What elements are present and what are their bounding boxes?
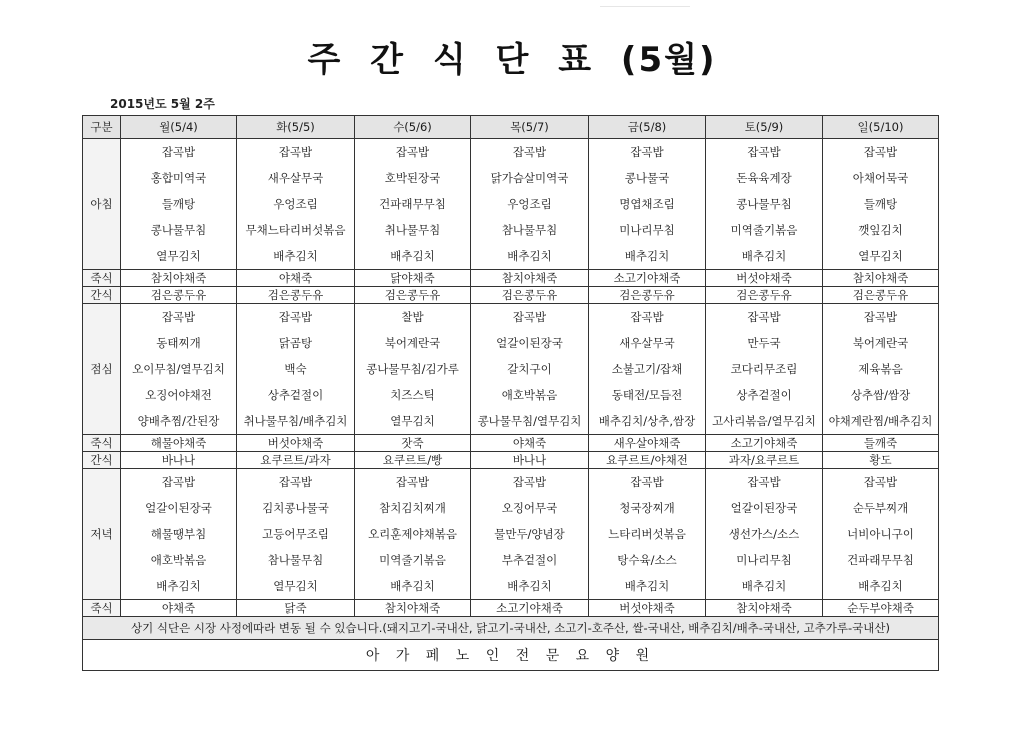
header-day: 토(5/9) (706, 116, 823, 139)
meal-label-lunch: 점심 (83, 304, 121, 435)
menu-item: 애호박볶음 (150, 553, 207, 567)
lunch-row (83, 304, 939, 435)
snack-item: 검은콩두유 (237, 287, 355, 304)
menu-item: 콩나물무침/열무김치 (477, 414, 582, 428)
porridge-item: 버섯야채죽 (237, 435, 355, 452)
menu-item: 열무김치 (273, 579, 318, 593)
menu-item: 김치콩나물국 (262, 501, 329, 515)
menu-item: 고등어무조림 (262, 527, 329, 541)
header-day: 화(5/5) (237, 116, 355, 139)
footer-row (83, 640, 939, 671)
menu-item: 열무김치 (156, 249, 201, 263)
menu-item: 동태전/모듬전 (611, 388, 683, 402)
menu-item: 무채느타리버섯볶음 (245, 223, 346, 237)
porridge-item: 참치야채죽 (471, 270, 589, 287)
menu-item: 콩나물무침/김가루 (366, 362, 459, 376)
menu-item: 우엉조림 (507, 197, 552, 211)
breakfast-day-cell (237, 139, 355, 270)
lunch-day-cell (589, 304, 706, 435)
porridge-item: 들깨죽 (823, 435, 939, 452)
menu-item: 배추김치 (741, 579, 787, 593)
porridge-item: 참치야채죽 (706, 600, 823, 617)
menu-item: 미역줄기볶음 (730, 223, 798, 237)
menu-item: 잡곡밥 (512, 145, 547, 159)
scan-artifact-line (600, 6, 690, 7)
menu-item: 배추김치 (741, 249, 787, 263)
dinner-day-cell (355, 469, 471, 600)
menu-item: 얼갈이된장국 (730, 501, 798, 515)
porridge-item: 참치야채죽 (355, 600, 471, 617)
weekly-menu-table (82, 115, 939, 671)
menu-item: 배추김치 (390, 579, 435, 593)
menu-item: 잡곡밥 (630, 475, 664, 489)
snack-item: 검은콩두유 (706, 287, 823, 304)
breakfast-day-cell (121, 139, 237, 270)
snack-item: 검은콩두유 (355, 287, 471, 304)
snack-item: 바나나 (471, 452, 589, 469)
porridge-item: 소고기야채죽 (589, 270, 706, 287)
dinner-day-cell (471, 469, 589, 600)
menu-item: 잡곡밥 (161, 475, 196, 489)
header-day: 월(5/4) (121, 116, 237, 139)
meal-label-breakfast: 아침 (83, 139, 121, 270)
menu-item: 잡곡밥 (395, 475, 430, 489)
menu-item: 북어계란국 (384, 336, 441, 350)
menu-item: 갈치구이 (507, 362, 552, 376)
menu-item: 잡곡밥 (512, 475, 547, 489)
menu-item: 콩나물국 (624, 171, 670, 185)
breakfast-day-cell (823, 139, 939, 270)
menu-item: 잡곡밥 (863, 310, 898, 324)
menu-item: 물만두/양념장 (494, 527, 565, 541)
menu-item: 순두부찌개 (852, 501, 909, 515)
menu-item: 잡곡밥 (630, 310, 664, 324)
porridge-item: 야채죽 (471, 435, 589, 452)
porridge-item: 버섯야채죽 (589, 600, 706, 617)
menu-item: 너비아니구이 (847, 527, 914, 541)
menu-item: 상추겉절이 (267, 388, 324, 402)
menu-item: 고사리볶음/열무김치 (712, 414, 816, 428)
lunch-day-cell (823, 304, 939, 435)
dinner-day-cell (823, 469, 939, 600)
lunch-day-cell (706, 304, 823, 435)
menu-item: 잡곡밥 (747, 310, 781, 324)
menu-item: 건파래무무침 (379, 197, 446, 211)
dinner-day-cell (237, 469, 355, 600)
snack-item: 황도 (823, 452, 939, 469)
menu-item: 잡곡밥 (278, 310, 313, 324)
menu-item: 제육볶음 (858, 362, 903, 376)
meal-label-snack: 간식 (83, 452, 121, 469)
menu-item: 콩나물무침 (150, 223, 207, 237)
menu-item: 코다리무조림 (730, 362, 798, 376)
breakfast-day-cell (471, 139, 589, 270)
menu-item: 치즈스틱 (390, 388, 435, 402)
meal-label-snack: 간식 (83, 287, 121, 304)
header-category: 구분 (83, 116, 121, 139)
snack-item: 요쿠르트/야채전 (589, 452, 706, 469)
porridge-item: 닭야채죽 (355, 270, 471, 287)
snack-item: 요쿠르트/빵 (355, 452, 471, 469)
lunch-porridge-row (83, 435, 939, 452)
menu-item: 참치김치찌개 (379, 501, 446, 515)
menu-item: 참나물무침 (267, 553, 324, 567)
menu-item: 오징어야채전 (145, 388, 212, 402)
snack-item: 검은콩두유 (589, 287, 706, 304)
menu-item: 홍합미역국 (150, 171, 207, 185)
porridge-item: 참치야채죽 (121, 270, 237, 287)
porridge-item: 참치야채죽 (823, 270, 939, 287)
menu-item: 미나리무침 (736, 553, 792, 567)
morning-snack-row (83, 287, 939, 304)
dinner-day-cell (121, 469, 237, 600)
morning-porridge-row (83, 270, 939, 287)
menu-item: 잡곡밥 (512, 310, 547, 324)
menu-item: 얼갈이된장국 (145, 501, 212, 515)
snack-item: 바나나 (121, 452, 237, 469)
menu-item: 찰밥 (401, 310, 424, 324)
menu-item: 배추김치 (273, 249, 318, 263)
afternoon-snack-row (83, 452, 939, 469)
porridge-item: 버섯야채죽 (706, 270, 823, 287)
menu-item: 잡곡밥 (747, 145, 781, 159)
lunch-day-cell (355, 304, 471, 435)
snack-item: 검은콩두유 (823, 287, 939, 304)
menu-item: 콩나물무침 (736, 197, 792, 211)
menu-item: 배추김치 (624, 249, 670, 263)
menu-item: 잡곡밥 (630, 145, 664, 159)
porridge-item: 야채죽 (237, 270, 355, 287)
meal-label-porridge: 죽식 (83, 270, 121, 287)
menu-item: 청국장찌개 (619, 501, 675, 515)
menu-item: 잡곡밥 (161, 145, 196, 159)
menu-item: 오징어무국 (501, 501, 558, 515)
menu-item: 잡곡밥 (863, 145, 898, 159)
menu-item: 배추김치 (858, 579, 903, 593)
menu-item: 양배추찜/간된장 (137, 414, 220, 428)
menu-item: 소불고기/잡채 (611, 362, 683, 376)
porridge-item: 닭죽 (237, 600, 355, 617)
menu-item: 만두국 (747, 336, 781, 350)
notice-row (83, 617, 939, 640)
dinner-day-cell (706, 469, 823, 600)
header-row (83, 116, 939, 139)
ingredient-origin-notice: 상기 식단은 시장 사정에따라 변동 될 수 있습니다.(돼지고기-국내산, 닭고기-국내산, 소고기-호주산, 쌀-국내산, 배추김치/배추-국내산, 고추가루-국내산) (83, 617, 939, 640)
menu-item: 아채어묵국 (852, 171, 909, 185)
header-day: 목(5/7) (471, 116, 589, 139)
snack-item: 검은콩두유 (471, 287, 589, 304)
snack-item: 검은콩두유 (121, 287, 237, 304)
menu-item: 생선가스/소스 (728, 527, 800, 541)
week-label: 2015년도 5월 2주 (110, 97, 215, 111)
menu-item: 미나리무침 (619, 223, 675, 237)
menu-item: 백숙 (284, 362, 307, 376)
menu-item: 들깨탕 (161, 197, 196, 211)
porridge-item: 잣죽 (355, 435, 471, 452)
menu-item: 잡곡밥 (278, 475, 313, 489)
menu-item: 부추겉절이 (501, 553, 558, 567)
menu-item: 새우살무국 (267, 171, 324, 185)
dinner-porridge-row (83, 600, 939, 617)
menu-item: 새우살무국 (619, 336, 675, 350)
menu-item: 배추김치 (507, 249, 552, 263)
menu-item: 해물땡부침 (150, 527, 207, 541)
menu-item: 배추김치 (156, 579, 201, 593)
lunch-day-cell (121, 304, 237, 435)
menu-item: 호박된장국 (384, 171, 441, 185)
header-day: 금(5/8) (589, 116, 706, 139)
menu-item: 닭곰탕 (278, 336, 313, 350)
meal-label-porridge: 죽식 (83, 435, 121, 452)
menu-item: 깻잎김치 (858, 223, 903, 237)
menu-item: 배추김치 (624, 579, 670, 593)
menu-item: 취나물무침/배추김치 (243, 414, 348, 428)
dinner-day-cell (589, 469, 706, 600)
porridge-item: 순두부야채죽 (823, 600, 939, 617)
menu-item: 닭가슴살미역국 (490, 171, 569, 185)
dinner-row (83, 469, 939, 600)
lunch-day-cell (237, 304, 355, 435)
porridge-item: 야채죽 (121, 600, 237, 617)
menu-item: 애호박볶음 (501, 388, 558, 402)
menu-item: 상추겉절이 (736, 388, 792, 402)
menu-item: 잡곡밥 (747, 475, 781, 489)
breakfast-day-cell (589, 139, 706, 270)
lunch-day-cell (471, 304, 589, 435)
menu-item: 들깨탕 (863, 197, 898, 211)
menu-item: 돈육육계장 (736, 171, 792, 185)
porridge-item: 해물야채죽 (121, 435, 237, 452)
menu-item: 야채계란찜/배추김치 (828, 414, 933, 428)
menu-item: 열무김치 (390, 414, 435, 428)
facility-name: 아 가 페 노 인 전 문 요 양 원 (83, 640, 939, 671)
menu-item: 느타리버섯볶음 (608, 527, 686, 541)
page-title: 주 간 식 단 표 (5월) (307, 40, 717, 80)
menu-item: 건파래무무침 (847, 553, 914, 567)
menu-item: 잡곡밥 (278, 145, 313, 159)
menu-item: 미역줄기볶음 (379, 553, 446, 567)
menu-item: 동태찌개 (156, 336, 201, 350)
header-day: 일(5/10) (823, 116, 939, 139)
porridge-item: 소고기야채죽 (706, 435, 823, 452)
menu-item: 배추김치 (390, 249, 435, 263)
menu-item: 북어계란국 (852, 336, 909, 350)
menu-item: 취나물무침 (384, 223, 441, 237)
menu-item: 상추쌈/쌈장 (850, 388, 911, 402)
menu-item: 명엽채조림 (619, 197, 675, 211)
header-day: 수(5/6) (355, 116, 471, 139)
breakfast-day-cell (355, 139, 471, 270)
menu-item: 잡곡밥 (863, 475, 898, 489)
menu-item: 열무김치 (858, 249, 903, 263)
menu-item: 오리훈제야채볶음 (368, 527, 457, 541)
meal-label-dinner: 저녁 (83, 469, 121, 600)
breakfast-day-cell (706, 139, 823, 270)
menu-item: 잡곡밥 (395, 145, 430, 159)
menu-item: 참나물무침 (501, 223, 558, 237)
porridge-item: 새우살야채죽 (589, 435, 706, 452)
menu-item: 배추김치/상추,쌈장 (598, 414, 696, 428)
menu-item: 잡곡밥 (161, 310, 196, 324)
menu-item: 배추김치 (507, 579, 552, 593)
menu-item: 얼갈이된장국 (496, 336, 563, 350)
porridge-item: 소고기야채죽 (471, 600, 589, 617)
snack-item: 과자/요쿠르트 (706, 452, 823, 469)
breakfast-row (83, 139, 939, 270)
snack-item: 요쿠르트/과자 (237, 452, 355, 469)
menu-item: 우엉조림 (273, 197, 318, 211)
menu-item: 오이무침/열무김치 (132, 362, 225, 376)
meal-label-porridge: 죽식 (83, 600, 121, 617)
menu-item: 탕수육/소스 (617, 553, 677, 567)
